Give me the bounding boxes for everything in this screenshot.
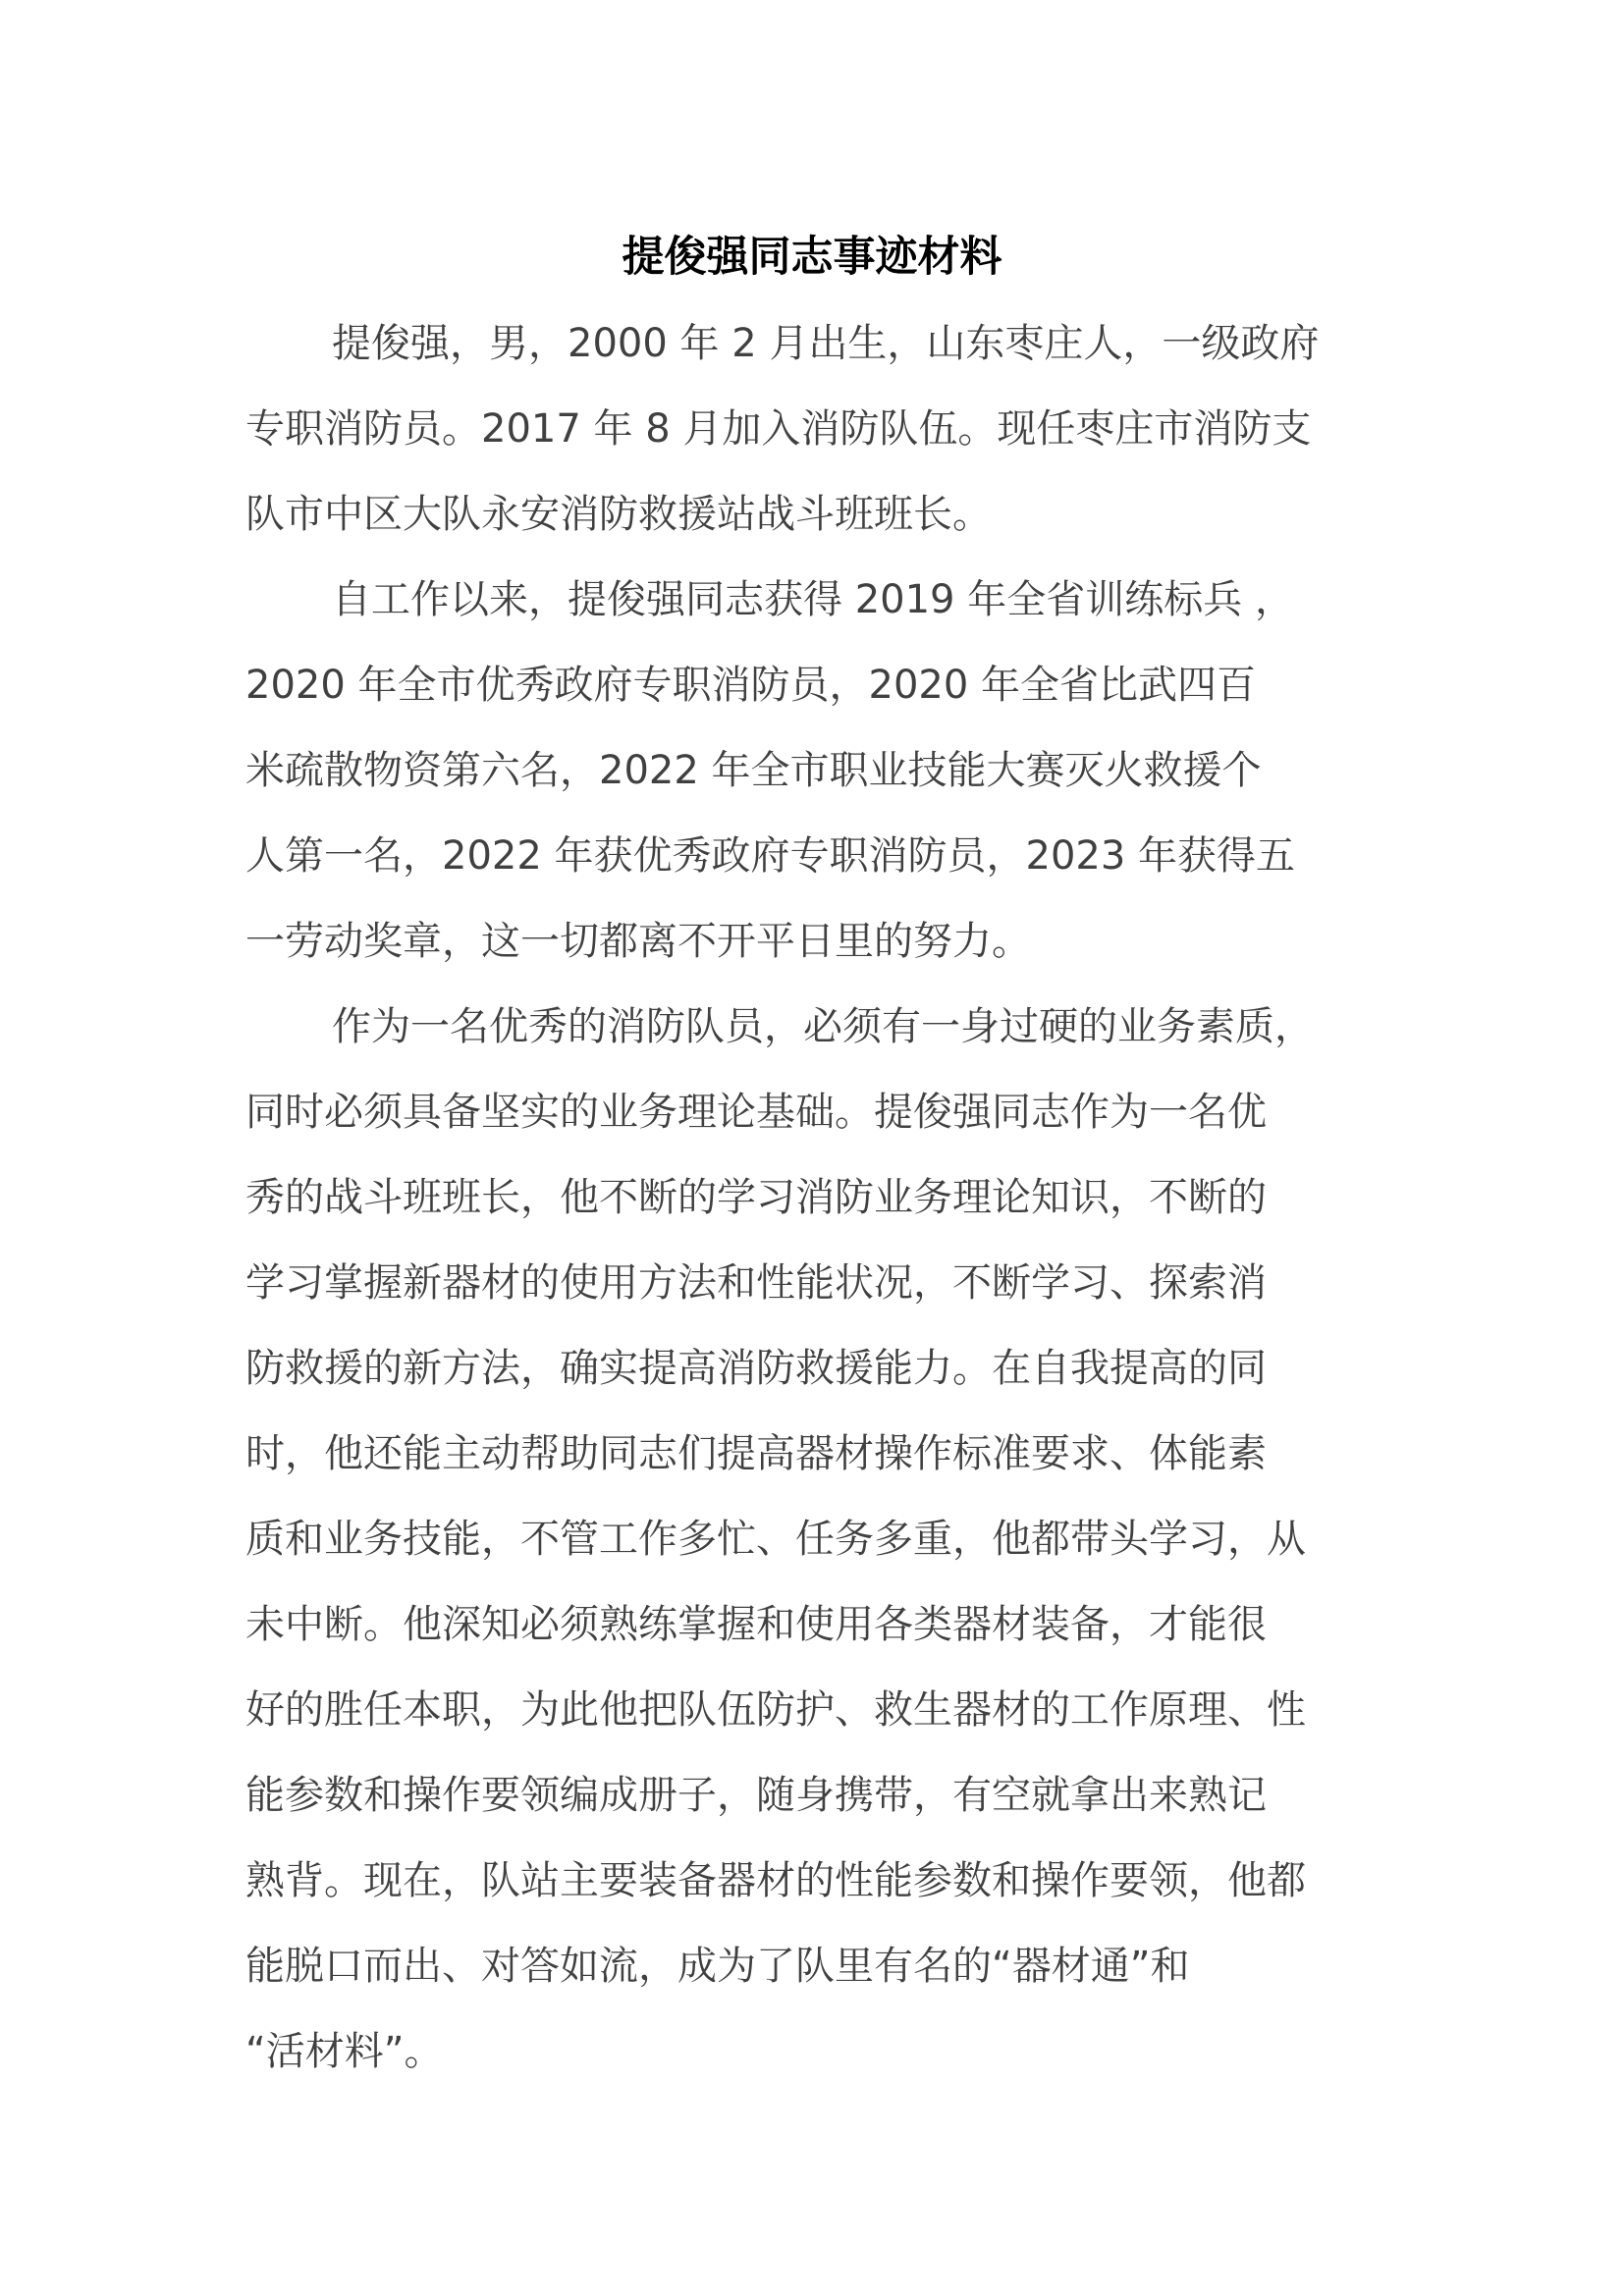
paragraph-3: [245, 995, 1384, 2106]
text-line: 学习掌握新器材的使用方法和性能状况，不断学习、探索消: [245, 1260, 1267, 1306]
text-line: 一劳动奖章，这一切都离不开平日里的努力。: [245, 919, 1031, 964]
text-line: 队市中区大队永安消防救援站战斗班班长。: [245, 492, 992, 537]
text-line: 人第一名，2022 年获优秀政府专职消防员，2023 年获得五: [245, 833, 1296, 879]
paragraph-2: [245, 568, 1384, 995]
text-line: 质和业务技能，不管工作多忙、任务多重，他都带头学习，从: [245, 1517, 1306, 1562]
text-line: 时，他还能主动帮助同志们提高器材操作标准要求、体能素: [245, 1431, 1267, 1476]
text-line: 米疏散物资第六名，2022 年全市职业技能大赛灭火救援个: [245, 748, 1262, 793]
text-line: 提俊强，男，2000 年 2 月出生，山东枣庄人，一级政府: [332, 321, 1320, 366]
paragraph-1: [245, 312, 1384, 568]
text-line: 作为一名优秀的消防队员，必须有一身过硬的业务素质，: [332, 1004, 1314, 1049]
text-line: “活材料”。: [245, 2029, 444, 2074]
text-line: 防救援的新方法，确实提高消防救援能力。在自我提高的同: [245, 1346, 1267, 1391]
text-line: 能参数和操作要领编成册子，随身携带，有空就拿出来熟记: [245, 1773, 1267, 1818]
text-line: 专职消防员。2017 年 8 月加入消防队伍。现任枣庄市消防支: [245, 406, 1312, 452]
text-line: 同时必须具备坚实的业务理论基础。提俊强同志作为一名优: [245, 1090, 1267, 1135]
text-line: 熟背。现在，队站主要装备器材的性能参数和操作要领，他都: [245, 1858, 1306, 1903]
text-line: 自工作以来，提俊强同志获得 2019 年全省训练标兵 ，: [332, 577, 1294, 622]
text-line: 未中断。他深知必须熟练掌握和使用各类器材装备，才能很: [245, 1602, 1267, 1647]
text-line: 好的胜任本职，为此他把队伍防护、救生器材的工作原理、性: [245, 1687, 1306, 1733]
document-body: [245, 312, 1384, 2106]
text-line: 能脱口而出、对答如流，成为了队里有名的“器材通”和: [245, 1944, 1190, 1989]
document-title: 提俊强同志事迹材料: [622, 233, 1002, 282]
text-line: 秀的战斗班班长，他不断的学习消防业务理论知识，不断的: [245, 1175, 1267, 1220]
text-line: 2020 年全市优秀政府专职消防员，2020 年全省比武四百: [245, 663, 1257, 708]
